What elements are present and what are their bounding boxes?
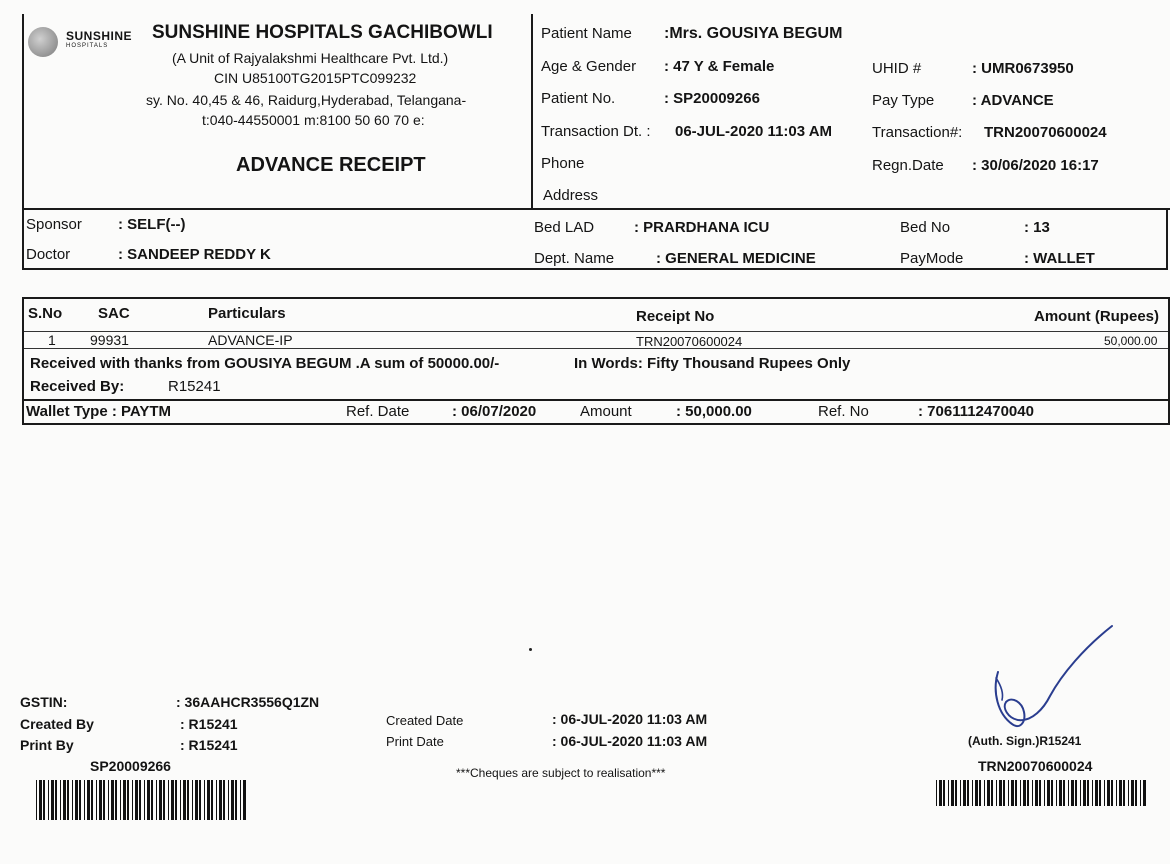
barcode-bar xyxy=(228,780,229,820)
barcode-bar xyxy=(135,780,138,820)
barcode-bar xyxy=(948,780,949,806)
barcode-bar xyxy=(1051,780,1053,806)
patient-name-value: :Mrs. GOUSIYA BEGUM xyxy=(664,25,843,42)
barcode-bar xyxy=(219,780,222,820)
sponsor-label: Sponsor xyxy=(26,216,82,233)
barcode-bar xyxy=(1063,780,1065,806)
row-receipt-no: TRN20070600024 xyxy=(636,334,743,349)
barcode-bar xyxy=(103,780,105,820)
barcode-bar xyxy=(96,780,97,820)
barcode-bar xyxy=(99,780,102,820)
barcode-bar xyxy=(1123,780,1125,806)
barcode-bar xyxy=(211,780,213,820)
barcode-bar xyxy=(139,780,141,820)
regn-date-label: Regn.Date xyxy=(872,157,944,174)
gstin-label: GSTIN: xyxy=(20,694,68,710)
barcode-bar xyxy=(1047,780,1050,806)
barcode-bar xyxy=(132,780,133,820)
wallet-amount-label: Amount xyxy=(580,403,632,420)
received-by-label: Received By: xyxy=(30,378,125,395)
logo-text: SUNSHINE xyxy=(66,29,133,43)
row-amount: 50,000.00 xyxy=(1104,334,1158,348)
barcode-bar xyxy=(168,780,169,820)
barcode-bar xyxy=(1027,780,1029,806)
received-by-value: R15241 xyxy=(168,378,221,395)
barcode-bar xyxy=(192,780,193,820)
barcode-bar xyxy=(79,780,81,820)
bed-no-label: Bed No xyxy=(900,219,951,236)
barcode-bar xyxy=(147,780,150,820)
ref-date-label: Ref. Date xyxy=(346,403,410,420)
barcode-bar xyxy=(175,780,177,820)
paymode-value: : WALLET xyxy=(1024,250,1095,267)
barcode-bar xyxy=(180,780,181,820)
barcode-bar xyxy=(183,780,186,820)
barcode-bar xyxy=(1015,780,1017,806)
barcode-bar xyxy=(963,780,966,806)
hospital-logo xyxy=(28,27,58,57)
barcode-bar xyxy=(1044,780,1045,806)
row-sno: 1 xyxy=(48,332,56,348)
barcode-bar xyxy=(144,780,145,820)
authorized-signature xyxy=(984,622,1120,738)
barcode-bar xyxy=(1135,780,1137,806)
address-line: sy. No. 40,45 & 46, Raidurg,Hyderabad, Telangana- xyxy=(146,92,467,108)
barcode-bar xyxy=(159,780,162,820)
barcode-bar xyxy=(991,780,993,806)
transaction-barcode xyxy=(936,780,1147,806)
ref-date-value: : 06/07/2020 xyxy=(452,403,537,420)
barcode-bar xyxy=(195,780,198,820)
created-date-label: Created Date xyxy=(386,713,464,728)
pay-type-value: : ADVANCE xyxy=(972,92,1054,109)
barcode-bar xyxy=(1056,780,1057,806)
age-gender-label: Age & Gender xyxy=(541,58,637,75)
barcode-bar xyxy=(1095,780,1098,806)
barcode-bar xyxy=(1023,780,1026,806)
barcode-bar xyxy=(984,780,985,806)
barcode-bar xyxy=(1011,780,1014,806)
paymode-label: PayMode xyxy=(900,250,964,267)
col-header-particulars: Particulars xyxy=(208,305,286,322)
barcode-bar xyxy=(63,780,66,820)
scan-dot xyxy=(529,648,532,651)
barcode-bar xyxy=(87,780,90,820)
barcode-bar xyxy=(127,780,129,820)
barcode-bar xyxy=(1140,780,1141,806)
barcode-bar xyxy=(67,780,69,820)
bed-no-value: : 13 xyxy=(1024,219,1050,236)
barcode-bar xyxy=(955,780,957,806)
barcode-bar xyxy=(36,780,37,820)
bed-lad-label: Bed LAD xyxy=(534,219,595,236)
barcode-bar xyxy=(243,780,246,820)
print-date-value: : 06-JUL-2020 11:03 AM xyxy=(552,733,708,749)
barcode-bar xyxy=(1131,780,1134,806)
print-by-label: Print By xyxy=(20,737,74,753)
sponsor-value: : SELF(--) xyxy=(118,216,186,233)
barcode-bar xyxy=(108,780,109,820)
wallet-type: Wallet Type : PAYTM xyxy=(26,403,172,420)
barcode-bar xyxy=(1119,780,1122,806)
barcode-bar xyxy=(111,780,114,820)
barcode-bar xyxy=(75,780,78,820)
barcode-bar xyxy=(156,780,157,820)
contact-line: t:040-44550001 m:8100 50 60 70 e: xyxy=(202,112,425,128)
barcode-bar xyxy=(1143,780,1146,806)
barcode-bar xyxy=(987,780,990,806)
barcode-bar xyxy=(48,780,49,820)
barcode-bar xyxy=(204,780,205,820)
barcode-bar xyxy=(123,780,126,820)
barcode-bar xyxy=(151,780,153,820)
wallet-amount-value: : 50,000.00 xyxy=(676,403,752,420)
barcode-bar xyxy=(72,780,73,820)
dept-name-value: : GENERAL MEDICINE xyxy=(656,250,816,267)
receipt-title: ADVANCE RECEIPT xyxy=(236,154,426,176)
barcode-bar xyxy=(120,780,121,820)
transaction-no-value: TRN20070600024 xyxy=(984,124,1107,141)
barcode-bar xyxy=(1087,780,1089,806)
barcode-bar xyxy=(115,780,117,820)
barcode-bar xyxy=(1092,780,1093,806)
header-divider xyxy=(531,14,533,210)
barcode-bar xyxy=(975,780,978,806)
barcode-bar xyxy=(1059,780,1062,806)
transaction-date-value: 06-JUL-2020 11:03 AM xyxy=(675,123,833,140)
barcode-bar xyxy=(1107,780,1110,806)
received-text: Received with thanks from GOUSIYA BEGUM .A sum of 50000.00/- xyxy=(30,355,500,372)
created-by-label: Created By xyxy=(20,716,94,732)
footer-transaction-no: TRN20070600024 xyxy=(978,758,1093,774)
col-header-receipt-no: Receipt No xyxy=(636,308,715,325)
barcode-bar xyxy=(943,780,945,806)
barcode-bar xyxy=(1104,780,1105,806)
doctor-value: : SANDEEP REDDY K xyxy=(118,246,271,263)
cheque-note: ***Cheques are subject to realisation*** xyxy=(456,766,666,780)
barcode-bar xyxy=(1083,780,1086,806)
barcode-bar xyxy=(1111,780,1113,806)
row-sac: 99931 xyxy=(90,332,129,348)
barcode-bar xyxy=(1035,780,1038,806)
barcode-bar xyxy=(936,780,937,806)
row-particulars: ADVANCE-IP xyxy=(208,332,293,348)
barcode-bar xyxy=(939,780,942,806)
barcode-bar xyxy=(43,780,45,820)
patient-barcode xyxy=(36,780,247,820)
uhid-label: UHID # xyxy=(872,60,922,77)
barcode-bar xyxy=(240,780,241,820)
col-header-sno: S.No xyxy=(28,305,63,322)
barcode-bar xyxy=(163,780,165,820)
barcode-bar xyxy=(1099,780,1101,806)
barcode-bar xyxy=(207,780,210,820)
logo-subtext: HOSPITALS xyxy=(66,43,109,49)
wallet-rule xyxy=(22,399,1170,401)
dept-name-label: Dept. Name xyxy=(534,250,615,267)
barcode-bar xyxy=(999,780,1002,806)
barcode-bar xyxy=(199,780,201,820)
address-label: Address xyxy=(543,187,599,204)
barcode-bar xyxy=(960,780,961,806)
uhid-value: : UMR0673950 xyxy=(972,60,1074,77)
pay-type-label: Pay Type xyxy=(872,92,935,109)
phone-label: Phone xyxy=(541,155,585,172)
barcode-bar xyxy=(235,780,237,820)
table-row-rule xyxy=(24,348,1168,349)
barcode-bar xyxy=(51,780,54,820)
patient-name-label: Patient Name xyxy=(541,25,632,42)
patient-no-value: : SP20009266 xyxy=(664,90,760,107)
barcode-bar xyxy=(1039,780,1041,806)
barcode-bar xyxy=(1071,780,1074,806)
barcode-bar xyxy=(1080,780,1081,806)
auth-sign-label: (Auth. Sign.)R15241 xyxy=(968,734,1082,748)
barcode-bar xyxy=(951,780,954,806)
barcode-bar xyxy=(84,780,85,820)
barcode-bar xyxy=(171,780,174,820)
barcode-bar xyxy=(39,780,42,820)
patient-no-label: Patient No. xyxy=(541,90,616,107)
barcode-bar xyxy=(223,780,225,820)
created-date-value: : 06-JUL-2020 11:03 AM xyxy=(552,711,708,727)
age-gender-value: : 47 Y & Female xyxy=(664,58,775,75)
barcode-bar xyxy=(972,780,973,806)
doctor-label: Doctor xyxy=(26,246,71,263)
amount-in-words: In Words: Fifty Thousand Rupees Only xyxy=(574,355,851,372)
barcode-bar xyxy=(996,780,997,806)
transaction-date-label: Transaction Dt. : xyxy=(541,123,651,140)
hospital-name: SUNSHINE HOSPITALS GACHIBOWLI xyxy=(152,22,493,43)
barcode-bar xyxy=(979,780,981,806)
barcode-bar xyxy=(1128,780,1129,806)
barcode-bar xyxy=(1003,780,1005,806)
table-header-rule xyxy=(24,331,1168,332)
barcode-bar xyxy=(1116,780,1117,806)
barcode-bar xyxy=(1020,780,1021,806)
footer-patient-no: SP20009266 xyxy=(90,758,171,774)
barcode-bar xyxy=(1068,780,1069,806)
barcode-bar xyxy=(967,780,969,806)
transaction-no-label: Transaction#: xyxy=(872,124,963,141)
print-date-label: Print Date xyxy=(386,734,444,749)
col-header-amount: Amount (Rupees) xyxy=(1034,308,1159,325)
bed-lad-value: : PRARDHANA ICU xyxy=(634,219,770,236)
gstin-value: : 36AAHCR3556Q1ZN xyxy=(176,694,320,710)
barcode-bar xyxy=(216,780,217,820)
barcode-bar xyxy=(91,780,93,820)
ref-no-label: Ref. No xyxy=(818,403,869,420)
barcode-bar xyxy=(231,780,234,820)
barcode-bar xyxy=(1008,780,1009,806)
barcode-bar xyxy=(1075,780,1077,806)
created-by-value: : R15241 xyxy=(180,716,238,732)
barcode-bar xyxy=(55,780,57,820)
col-header-sac: SAC xyxy=(98,305,130,322)
barcode-bar xyxy=(187,780,189,820)
unit-line: (A Unit of Rajyalakshmi Healthcare Pvt. Ltd.) xyxy=(172,50,449,66)
barcode-bar xyxy=(1032,780,1033,806)
barcode-bar xyxy=(60,780,61,820)
print-by-value: : R15241 xyxy=(180,737,238,753)
cin-line: CIN U85100TG2015PTC099232 xyxy=(214,70,417,86)
regn-date-value: : 30/06/2020 16:17 xyxy=(972,157,1099,174)
ref-no-value: : 7061112470040 xyxy=(918,403,1034,420)
